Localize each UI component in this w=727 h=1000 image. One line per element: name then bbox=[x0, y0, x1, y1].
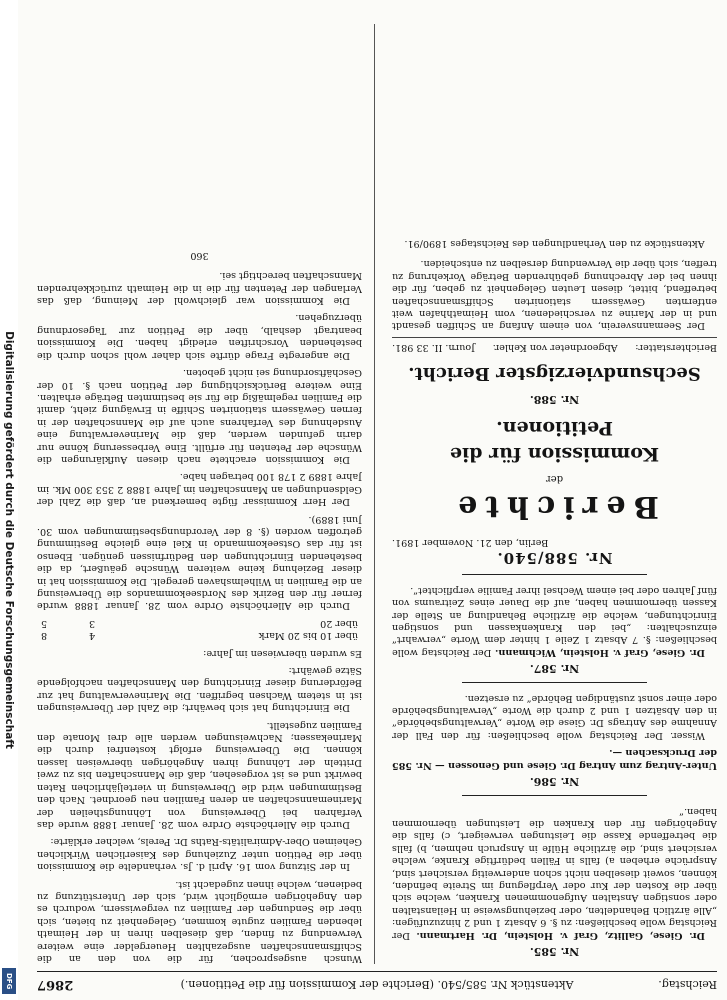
rapporteur-line bbox=[392, 337, 717, 352]
item-586-heading: Unter-Antrag zum Antrag Dr. Giese und Genossen — Nr. 585 der Drucksachen —. bbox=[392, 747, 717, 771]
header-center: Aktenstück Nr. 585/540. (Berichte der Kommission für die Petitionen.) bbox=[180, 978, 574, 991]
paragraph: Durch die Allerhöchste Ordre vom 28. Januar 1888 wurde das Verfahren bei Überweisung von Löhnungstheilen der Marinemannschaften an deren Familien neu geordnet. Nach den Bestimmungen wird die Überweisung in vierteljährlichen Raten bewirkt und es ist vorgesehen, daß die Mannschaften bis zu zwei Dritteln der Löhnung ihren Angehörigen überweisen lassen können. Die Überweisung erfolgt kostenfrei durch die Marinekassen; Nachweisungen werden alle drei Monate den Familien zugestellt. bbox=[37, 719, 362, 830]
paragraph: Die Einrichtung hat sich bewährt; die Zahl der Überweisungen ist in stetem Wachsen begriffen. Die Marineverwaltung hat zur Beförderung dieser Einrichtung den Mannschaften nachfolgende Sätze gewährt: bbox=[37, 665, 362, 714]
page-content bbox=[18, 0, 727, 1000]
dfg-logo-text: DFG bbox=[5, 973, 13, 990]
rapporteur-name: Abgeordneter von Kehler. bbox=[492, 341, 618, 353]
item-587-text bbox=[392, 583, 717, 657]
column-divider bbox=[374, 24, 375, 964]
left-column bbox=[392, 9, 717, 964]
title-berichte: Berichte bbox=[450, 488, 659, 524]
document-date: Berlin, den 21. November 1891. bbox=[392, 537, 549, 549]
running-header bbox=[37, 971, 717, 996]
paragraph: Wunsch ausgesprochen, für die von den an die Schiffsmannschaften ausgezahlten Heuergelder eine weitere Verwendung zu finden, daß dieselben ihren in der Heimath lebenden Familien zugute kommen, Gelegenheit zu bieten, sich über die Sendungen der Familien zu vergewissern, wodurch es den Angehörigen ermöglicht wird, sich der Unterstützung zu bedienen, welche ihnen zugedacht ist. bbox=[37, 878, 362, 964]
divider-rule bbox=[462, 682, 647, 683]
stamp-text: Digitalisierung gefördert durch die Deutsche Forschungsgemeinschaft bbox=[3, 331, 15, 749]
paragraph: Die angeregte Frage dürfte sich daher wohl schon durch die bestehenden Vorschriften erledigt haben. Die Kommission beantragt deshalb, über die Petition zur Tagesordnung überzugehen. bbox=[37, 312, 362, 361]
paragraph: Die Kommission war gleichwohl der Meinung, daß das Verlangen der Petenten für die in die Heimath zurückkehrenden Mannschaften berechtigt sei. bbox=[37, 270, 362, 307]
paragraph: Durch die Allerhöchste Ordre vom 28. Januar 1888 wurde ferner für den Bezirk des Nordseekommandos die Überweisung an die Familien in Wilhelmshaven geregelt. Die Kommission hat in dieser Beziehung keine weiteren Wünsche geäußert, da die bestehenden Einrichtungen den Bedürfnissen genügen. Ebenso ist für das Ostseekommando in Kiel eine gleiche Bestimmung getroffen worden (§. 8 der Verordnungsbestimmungen vom 30. Juni 1889). bbox=[37, 513, 362, 612]
header-left: Reichstag. bbox=[658, 978, 717, 991]
report-title: Sechsundvierzigster Bericht. bbox=[408, 362, 701, 384]
page-footer: Aktenstücke zu den Verhandlungen des Reichstages 1890/91. bbox=[404, 237, 705, 249]
item-586-body: Wisser. Der Reichstag wolle beschließen: für den Fall der Annahme des Antrags Dr. Giese die Worte „Verwaltungsbehörde“ in den Absätzen 1 und 2 durch die Worte „Verwaltungsbehörde oder einer sonst zuständigen Behörde“ zu ersetzen. bbox=[392, 692, 717, 741]
journal-number: Journ. II. 33 981. bbox=[392, 341, 475, 353]
paragraph: Die Kommission erachtete nach diesen Aufklärungen die Wünsche der Petenten für erfüllt. Eine Verbesserung könne nur darin gefunden werden, daß die Marineverwaltung eine Ausdehnung des Verfahrens auch auf die Mannschaften der in fernen Gewässern stationirten Schiffe in Erwägung zieht, damit die Familien regelmäßig die für sie bestimmten Beträge erhalten. Eine weitere Berücksichtigung der Petition nach §. 10 der Geschäftsordnung sei nicht geboten. bbox=[37, 367, 362, 465]
item-number-585: Nr. 585. bbox=[529, 945, 580, 958]
right-column bbox=[37, 9, 362, 964]
petition-subject: Der Seemannsverein, von einem Anfang an Schiffen gesandt und in der Marine zu verschiedenen, vom Heimathhafen weit entfernten Gewässern stationirten Schiffsmannschaften betreffend, bittet, diesen Leuten Gelegenheit zu geben, für die ihnen bei der Abrechnung gebührenden Beträge Vorkehrung zu treffen, sich über die Verwendung derselben zu entscheiden. bbox=[392, 258, 717, 332]
title-kommission: Kommission für die Petitionen. bbox=[449, 417, 660, 466]
digitization-stamp bbox=[0, 0, 18, 1000]
paragraph: Der Herr Kommissar fügte bemerkend an, daß die Zahl der Geldsendungen an Mannschaften im Jahre 1888 2 353 300 Mk. im Jahre 1889 2 178 100 betragen habe. bbox=[37, 471, 362, 508]
amount-table bbox=[37, 616, 362, 641]
table-row bbox=[37, 629, 362, 641]
item-585-signers: Dr. Giese, Gallitz, Graf v. Holstein, Dr. Hartmann. bbox=[416, 929, 705, 941]
item-number-587: Nr. 587. bbox=[529, 662, 580, 676]
table-cell: über 10 bis 20 Mark bbox=[258, 630, 358, 642]
dfg-logo bbox=[2, 968, 16, 994]
rapporteur-label: Berichterstatter: bbox=[635, 341, 717, 353]
divider-rule bbox=[462, 795, 647, 796]
paragraph: In der Sitzung vom 16. April d. Js. verhandelte die Kommission über die Petition unter Zuziehung des Kaiserlichen Wirklichen Geheimen Ober-Admiralitäts-Raths Dr. Perels, welcher erklärte: bbox=[37, 836, 362, 873]
document-number: Nr. 588/540. bbox=[496, 549, 613, 568]
table-cell: 3 bbox=[89, 617, 96, 629]
item-585-body: Der Reichstag wolle beschließen: zu §. 6 Absatz 1 und 2 hinzuzufügen: „Alle ärztlich Behandelten, oder beziehungsweise in Heilanstalten oder sonstigen Anstalten Aufgenommenen Kranken, welche sich über die Kosten der Kur oder Verpflegung im Streite befinden, können, soweit dieselben nicht schon anderweitig versichert sind, Ansprüche erheben a) falls in Fällen bedürftige Kranke, welche versichert sind, die ärztliche Hülfe in Anspruch nehmen, b) falls die betreffende Kasse die Leistungen verweigert, c) falls die Angehörigen für den Kranken die Leistungen übernommen haben.“ bbox=[392, 805, 717, 941]
table-cell: über 20 bbox=[320, 617, 358, 629]
item-587-signers: Dr. Giese, Graf v. Holstein, Wichmann. bbox=[495, 646, 705, 658]
table-cell: 8 bbox=[41, 630, 48, 642]
title-der: der bbox=[545, 472, 564, 484]
item-number-586: Nr. 586. bbox=[529, 775, 580, 789]
table-heading: Es wurden überwiesen im Jahre: bbox=[203, 647, 362, 659]
table-cell: 4 bbox=[89, 630, 96, 642]
item-587-body: Der Reichstag wolle beschließen: §. 7 Absatz 1 Zeile 1 hinter dem Worte „verwahrt“ einzuschalten: „bei den Krankenkassen und sonstigen Einrichtungen, welche die ärztliche Behandlung an Stelle der Kassen übernommen haben, auf die Dauer eines Zeitraums von fünf Jahren oder bei einem Wechsel ihrer Familie verpflichtet“. bbox=[392, 584, 717, 658]
item-number-588: Nr. 588. bbox=[529, 393, 580, 407]
table-row bbox=[37, 616, 362, 628]
divider-rule bbox=[462, 574, 647, 575]
item-585-text bbox=[392, 804, 717, 940]
right-page-number: 360 bbox=[190, 249, 209, 261]
header-page-number: 2867 bbox=[37, 977, 74, 992]
table-cell: 5 bbox=[41, 617, 48, 629]
